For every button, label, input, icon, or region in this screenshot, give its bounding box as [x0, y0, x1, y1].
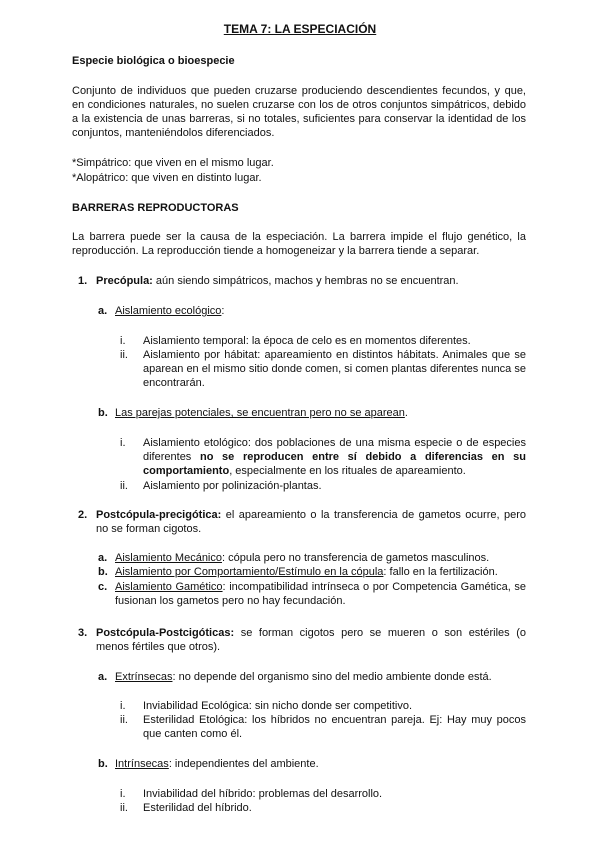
sub-suffix: : — [221, 305, 225, 317]
list-item-polinizacion: Aislamiento por polinización-plantas. — [143, 480, 322, 492]
roman-numeral: i. — [120, 437, 126, 449]
sub-parejas-potenciales — [115, 406, 408, 420]
sub-label: Las parejas potenciales, se encuentran pero no se aparean — [115, 407, 405, 419]
sub-letter: c. — [98, 581, 108, 593]
item-text: se forman cigotos pero se mueren o son estériles (o menos fértiles que otros). — [96, 627, 526, 653]
roman-numeral: i. — [120, 700, 126, 712]
sub-suffix: . — [404, 407, 408, 419]
list-item-esterilidad-etologica: Esterilidad Etológica: los híbridos no encuentran pareja. Ej: Hay muy pocos que canten como él. — [143, 714, 526, 740]
roman-numeral: i. — [120, 335, 126, 347]
barreras-paragraph: La barrera puede ser la causa de la especiación. La barrera impide el flujo genético, la reproducción. La reproducción tiende a homogeneizar y la barrera tiende a separar. — [72, 231, 526, 257]
sub-label: Aislamiento por Comportamiento/Estímulo en la cópula — [115, 566, 384, 578]
sub-intrinsecas — [115, 757, 526, 771]
sub-aislamiento-ecologico — [115, 304, 224, 318]
item-label: Precópula: — [96, 275, 153, 287]
roman-numeral: ii. — [120, 480, 128, 492]
sub-letter: b. — [98, 758, 108, 770]
list-item-inviabilidad-hibrido: Inviabilidad del híbrido: problemas del desarrollo. — [143, 788, 383, 800]
item-postcopula-postcigotica — [96, 626, 526, 654]
sub-label: Aislamiento Gamético — [115, 581, 223, 593]
item-label: Postcópula-precigótica: — [96, 509, 222, 521]
sub-aislamiento-comportamiento — [115, 565, 526, 579]
sub-letter: a. — [98, 552, 108, 564]
list-item-etologico — [143, 436, 526, 478]
sub-label: Intrínsecas — [115, 758, 169, 770]
sub-label: Aislamiento Mecánico — [115, 552, 222, 564]
bold-part: no se reproducen entre sí debido a diferencias en su comportamiento — [143, 451, 526, 477]
item-text: aún siendo simpátricos, machos y hembras no se encuentran. — [152, 275, 459, 287]
item-text: el apareamiento o la transferencia de gametos ocurre, pero no se forman cigotos. — [96, 509, 526, 535]
sub-text: : independientes del ambiente. — [168, 758, 319, 770]
roman-numeral: ii. — [120, 802, 128, 814]
item-precopula — [96, 274, 526, 288]
text-part: Aislamiento etológico: dos poblaciones de una misma especie o de especies diferentes — [143, 437, 526, 463]
sub-text: : fallo en la fertilización. — [383, 566, 498, 578]
sub-aislamiento-mecanico — [115, 551, 526, 565]
sub-aislamiento-gametico — [115, 580, 526, 608]
list-item-habitat: Aislamiento por hábitat: apareamiento en distintos hábitats. Animales que se aparean en el mismo sitio donde comen, si comen plantas diferentes nunca se encontrarán. — [143, 349, 526, 389]
sub-text: : no depende del organismo sino del medio ambiente donde está. — [172, 671, 492, 683]
text-part: , especialmente en los rituales de apareamiento. — [229, 465, 466, 477]
sub-letter: a. — [98, 305, 108, 317]
definition-paragraph: Conjunto de individuos que pueden cruzarse produciendo descendientes fecundos, y que, en condiciones naturales, no suelen cruzarse con los de otros conjuntos simpátricos, debido a la existencia de unas barreras, si no totales, suficientes para conservar la identidad de los conjuntos, manteniéndolos diferenciados. — [72, 85, 526, 139]
list-item-inviabilidad-ecologica: Inviabilidad Ecológica: sin nicho donde ser competitivo. — [143, 700, 413, 712]
section-heading-barreras: BARRERAS REPRODUCTORAS — [72, 202, 239, 214]
roman-numeral: ii. — [120, 349, 128, 361]
item-label: Postcópula-Postcigóticas: — [96, 627, 235, 639]
item-number: 2. — [78, 509, 88, 521]
sub-letter: b. — [98, 407, 108, 419]
page-title: TEMA 7: LA ESPECIACIÓN — [223, 22, 377, 36]
roman-numeral: ii. — [120, 714, 128, 726]
sub-extrinsecas — [115, 670, 526, 684]
item-number: 3. — [78, 627, 88, 639]
note-alopatrico: *Alopátrico: que viven en distinto lugar. — [72, 172, 262, 184]
section-heading-especie: Especie biológica o bioespecie — [72, 55, 235, 67]
sub-text: : cópula pero no transferencia de gametos masculinos. — [222, 552, 490, 564]
roman-numeral: i. — [120, 788, 126, 800]
sub-text: : incompatibilidad intrínseca o por Competencia Gamética, se fusionan los gametos pero no hay fecundación. — [115, 581, 526, 607]
sub-label: Extrínsecas — [115, 671, 173, 683]
sub-letter: b. — [98, 566, 108, 578]
sub-label: Aislamiento ecológico — [115, 305, 222, 317]
sub-letter: a. — [98, 671, 108, 683]
note-simpatrico: *Simpátrico: que viven en el mismo lugar. — [72, 157, 274, 169]
item-postcopula-precigotica — [96, 508, 526, 536]
list-item-esterilidad-hibrido: Esterilidad del híbrido. — [143, 802, 252, 814]
list-item-temporal: Aislamiento temporal: la época de celo es en momentos diferentes. — [143, 335, 471, 347]
item-number: 1. — [78, 275, 88, 287]
